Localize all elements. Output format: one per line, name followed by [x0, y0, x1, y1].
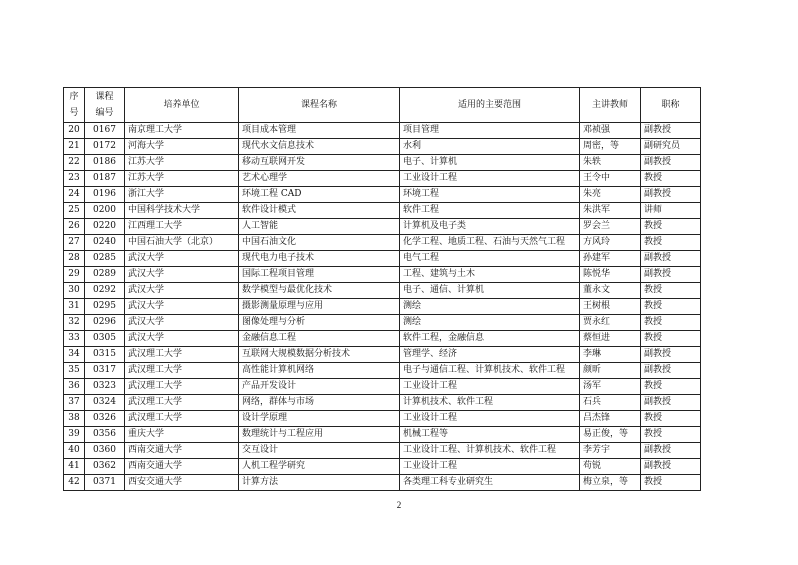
cell-title: 教授: [641, 411, 701, 427]
cell-course: 现代电力电子技术: [239, 251, 400, 267]
cell-title: 教授: [641, 315, 701, 331]
cell-code: 0295: [85, 299, 125, 315]
cell-unit: 武汉大学: [125, 251, 239, 267]
cell-course: 艺术心理学: [239, 171, 400, 187]
cell-title: 教授: [641, 475, 701, 491]
cell-code: 0200: [85, 203, 125, 219]
table-body: [64, 123, 701, 491]
cell-no: 22: [64, 155, 85, 171]
cell-code: 0172: [85, 139, 125, 155]
table-row: [64, 427, 701, 443]
cell-scope: 软件工程，金融信息: [400, 331, 580, 347]
cell-unit: 西南交通大学: [125, 459, 239, 475]
cell-course: 金融信息工程: [239, 331, 400, 347]
cell-code: 0296: [85, 315, 125, 331]
cell-teacher: 苟锐: [580, 459, 641, 475]
cell-course: 计算方法: [239, 475, 400, 491]
cell-no: 41: [64, 459, 85, 475]
cell-course: 高性能计算机网络: [239, 363, 400, 379]
cell-teacher: 陈悦华: [580, 267, 641, 283]
cell-code: 0285: [85, 251, 125, 267]
cell-course: 人机工程学研究: [239, 459, 400, 475]
cell-teacher: 孙建军: [580, 251, 641, 267]
table-row: [64, 299, 701, 315]
cell-title: 教授: [641, 219, 701, 235]
cell-unit: 南京理工大学: [125, 123, 239, 139]
cell-scope: 化学工程、地质工程、石油与天然气工程: [400, 235, 580, 251]
table-row: [64, 347, 701, 363]
cell-unit: 武汉理工大学: [125, 379, 239, 395]
cell-unit: 武汉大学: [125, 283, 239, 299]
cell-unit: 武汉大学: [125, 315, 239, 331]
cell-title: 副教授: [641, 123, 701, 139]
cell-teacher: 罗会兰: [580, 219, 641, 235]
header-title: 职称: [641, 88, 701, 123]
cell-course: 网络，群体与市场: [239, 395, 400, 411]
cell-title: 副教授: [641, 251, 701, 267]
cell-course: 现代水文信息技术: [239, 139, 400, 155]
cell-no: 33: [64, 331, 85, 347]
cell-unit: 武汉理工大学: [125, 347, 239, 363]
cell-teacher: 邓祯强: [580, 123, 641, 139]
table-row: [64, 283, 701, 299]
cell-code: 0187: [85, 171, 125, 187]
cell-title: 教授: [641, 379, 701, 395]
cell-no: 42: [64, 475, 85, 491]
cell-course: 环境工程 CAD: [239, 187, 400, 203]
table-row: [64, 379, 701, 395]
table-row: [64, 331, 701, 347]
cell-title: 副研究员: [641, 139, 701, 155]
table-row: [64, 315, 701, 331]
cell-scope: 各类理工科专业研究生: [400, 475, 580, 491]
table-row: [64, 171, 701, 187]
cell-no: 26: [64, 219, 85, 235]
cell-title: 副教授: [641, 347, 701, 363]
cell-unit: 武汉理工大学: [125, 395, 239, 411]
cell-scope: 电气工程: [400, 251, 580, 267]
cell-unit: 重庆大学: [125, 427, 239, 443]
cell-no: 29: [64, 267, 85, 283]
cell-no: 34: [64, 347, 85, 363]
cell-no: 37: [64, 395, 85, 411]
cell-teacher: 李琳: [580, 347, 641, 363]
cell-unit: 中国石油大学（北京）: [125, 235, 239, 251]
cell-scope: 测绘: [400, 299, 580, 315]
cell-teacher: 梅立泉，等: [580, 475, 641, 491]
table-row: [64, 187, 701, 203]
table-row: [64, 267, 701, 283]
cell-title: 副教授: [641, 155, 701, 171]
cell-course: 互联网大规模数据分析技术: [239, 347, 400, 363]
cell-no: 20: [64, 123, 85, 139]
cell-title: 副教授: [641, 187, 701, 203]
cell-code: 0220: [85, 219, 125, 235]
cell-scope: 管理学、经济: [400, 347, 580, 363]
cell-no: 31: [64, 299, 85, 315]
cell-no: 36: [64, 379, 85, 395]
table-row: [64, 235, 701, 251]
cell-scope: 计算机技术、软件工程: [400, 395, 580, 411]
cell-course: 设计学原理: [239, 411, 400, 427]
table-row: [64, 395, 701, 411]
cell-teacher: 朱亮: [580, 187, 641, 203]
cell-unit: 江苏大学: [125, 155, 239, 171]
cell-scope: 工业设计工程、计算机技术、软件工程: [400, 443, 580, 459]
cell-no: 35: [64, 363, 85, 379]
header-unit: 培养单位: [125, 88, 239, 123]
table-row: [64, 251, 701, 267]
cell-course: 数理统计与工程应用: [239, 427, 400, 443]
cell-teacher: 王树根: [580, 299, 641, 315]
cell-no: 23: [64, 171, 85, 187]
cell-scope: 电子、计算机: [400, 155, 580, 171]
cell-course: 人工智能: [239, 219, 400, 235]
cell-course: 图像处理与分析: [239, 315, 400, 331]
cell-title: 教授: [641, 331, 701, 347]
cell-title: 副教授: [641, 363, 701, 379]
cell-scope: 工业设计工程: [400, 379, 580, 395]
cell-scope: 机械工程等: [400, 427, 580, 443]
cell-no: 38: [64, 411, 85, 427]
cell-title: 副教授: [641, 267, 701, 283]
cell-course: 软件设计模式: [239, 203, 400, 219]
table-row: [64, 155, 701, 171]
cell-course: 数学模型与最优化技术: [239, 283, 400, 299]
course-table: [63, 87, 701, 491]
cell-title: 教授: [641, 171, 701, 187]
cell-code: 0360: [85, 443, 125, 459]
cell-code: 0305: [85, 331, 125, 347]
header-course: 课程名称: [239, 88, 400, 123]
cell-title: 教授: [641, 427, 701, 443]
table-header-row: [64, 88, 701, 123]
cell-unit: 武汉大学: [125, 331, 239, 347]
cell-code: 0240: [85, 235, 125, 251]
cell-teacher: 董永文: [580, 283, 641, 299]
table-row: [64, 411, 701, 427]
cell-code: 0324: [85, 395, 125, 411]
cell-code: 0167: [85, 123, 125, 139]
header-code: 课程 编号: [85, 88, 125, 123]
cell-code: 0292: [85, 283, 125, 299]
cell-course: 移动互联网开发: [239, 155, 400, 171]
cell-code: 0362: [85, 459, 125, 475]
cell-unit: 武汉理工大学: [125, 411, 239, 427]
table-row: [64, 363, 701, 379]
cell-unit: 西南交通大学: [125, 443, 239, 459]
cell-scope: 测绘: [400, 315, 580, 331]
cell-teacher: 周密，等: [580, 139, 641, 155]
cell-teacher: 石兵: [580, 395, 641, 411]
cell-unit: 武汉大学: [125, 299, 239, 315]
cell-no: 28: [64, 251, 85, 267]
table-row: [64, 475, 701, 491]
cell-no: 27: [64, 235, 85, 251]
cell-code: 0323: [85, 379, 125, 395]
cell-scope: 工业设计工程: [400, 411, 580, 427]
cell-unit: 中国科学技术大学: [125, 203, 239, 219]
cell-scope: 项目管理: [400, 123, 580, 139]
cell-unit: 江苏大学: [125, 171, 239, 187]
cell-title: 副教授: [641, 459, 701, 475]
cell-code: 0371: [85, 475, 125, 491]
cell-unit: 河海大学: [125, 139, 239, 155]
cell-teacher: 易正俊，等: [580, 427, 641, 443]
cell-code: 0356: [85, 427, 125, 443]
cell-unit: 江西理工大学: [125, 219, 239, 235]
cell-course: 国际工程项目管理: [239, 267, 400, 283]
cell-scope: 电子、通信、计算机: [400, 283, 580, 299]
cell-code: 0326: [85, 411, 125, 427]
cell-teacher: 李芳宇: [580, 443, 641, 459]
cell-unit: 武汉理工大学: [125, 363, 239, 379]
cell-scope: 工程、建筑与土木: [400, 267, 580, 283]
cell-code: 0315: [85, 347, 125, 363]
cell-teacher: 蔡恒进: [580, 331, 641, 347]
cell-no: 25: [64, 203, 85, 219]
cell-course: 产品开发设计: [239, 379, 400, 395]
cell-no: 21: [64, 139, 85, 155]
table-row: [64, 203, 701, 219]
cell-no: 30: [64, 283, 85, 299]
cell-code: 0289: [85, 267, 125, 283]
cell-title: 教授: [641, 283, 701, 299]
table-row: [64, 139, 701, 155]
cell-course: 项目成本管理: [239, 123, 400, 139]
cell-no: 39: [64, 427, 85, 443]
header-scope: 适用的主要范围: [400, 88, 580, 123]
cell-code: 0186: [85, 155, 125, 171]
page-number: 2: [396, 500, 402, 510]
cell-teacher: 朱轶: [580, 155, 641, 171]
cell-scope: 电子与通信工程、计算机技术、软件工程: [400, 363, 580, 379]
cell-no: 32: [64, 315, 85, 331]
cell-title: 教授: [641, 299, 701, 315]
table-row: [64, 123, 701, 139]
cell-course: 交互设计: [239, 443, 400, 459]
cell-scope: 环境工程: [400, 187, 580, 203]
table-row: [64, 219, 701, 235]
cell-teacher: 贾永红: [580, 315, 641, 331]
header-no: 序 号: [64, 88, 85, 123]
cell-course: 中国石油文化: [239, 235, 400, 251]
cell-title: 教授: [641, 235, 701, 251]
cell-code: 0196: [85, 187, 125, 203]
cell-no: 24: [64, 187, 85, 203]
table-row: [64, 459, 701, 475]
cell-teacher: 朱洪军: [580, 203, 641, 219]
cell-title: 副教授: [641, 443, 701, 459]
cell-teacher: 汤军: [580, 379, 641, 395]
cell-no: 40: [64, 443, 85, 459]
cell-unit: 西安交通大学: [125, 475, 239, 491]
cell-code: 0317: [85, 363, 125, 379]
cell-teacher: 王令中: [580, 171, 641, 187]
cell-scope: 工业设计工程: [400, 171, 580, 187]
cell-course: 摄影测量原理与应用: [239, 299, 400, 315]
table-row: [64, 443, 701, 459]
cell-teacher: 颜昕: [580, 363, 641, 379]
cell-unit: 武汉大学: [125, 267, 239, 283]
cell-title: 讲师: [641, 203, 701, 219]
cell-teacher: 方风玲: [580, 235, 641, 251]
cell-unit: 浙江大学: [125, 187, 239, 203]
cell-scope: 水利: [400, 139, 580, 155]
header-teacher: 主讲教师: [580, 88, 641, 123]
cell-title: 副教授: [641, 395, 701, 411]
cell-scope: 工业设计工程: [400, 459, 580, 475]
cell-scope: 软件工程: [400, 203, 580, 219]
cell-scope: 计算机及电子类: [400, 219, 580, 235]
cell-teacher: 吕杰锋: [580, 411, 641, 427]
